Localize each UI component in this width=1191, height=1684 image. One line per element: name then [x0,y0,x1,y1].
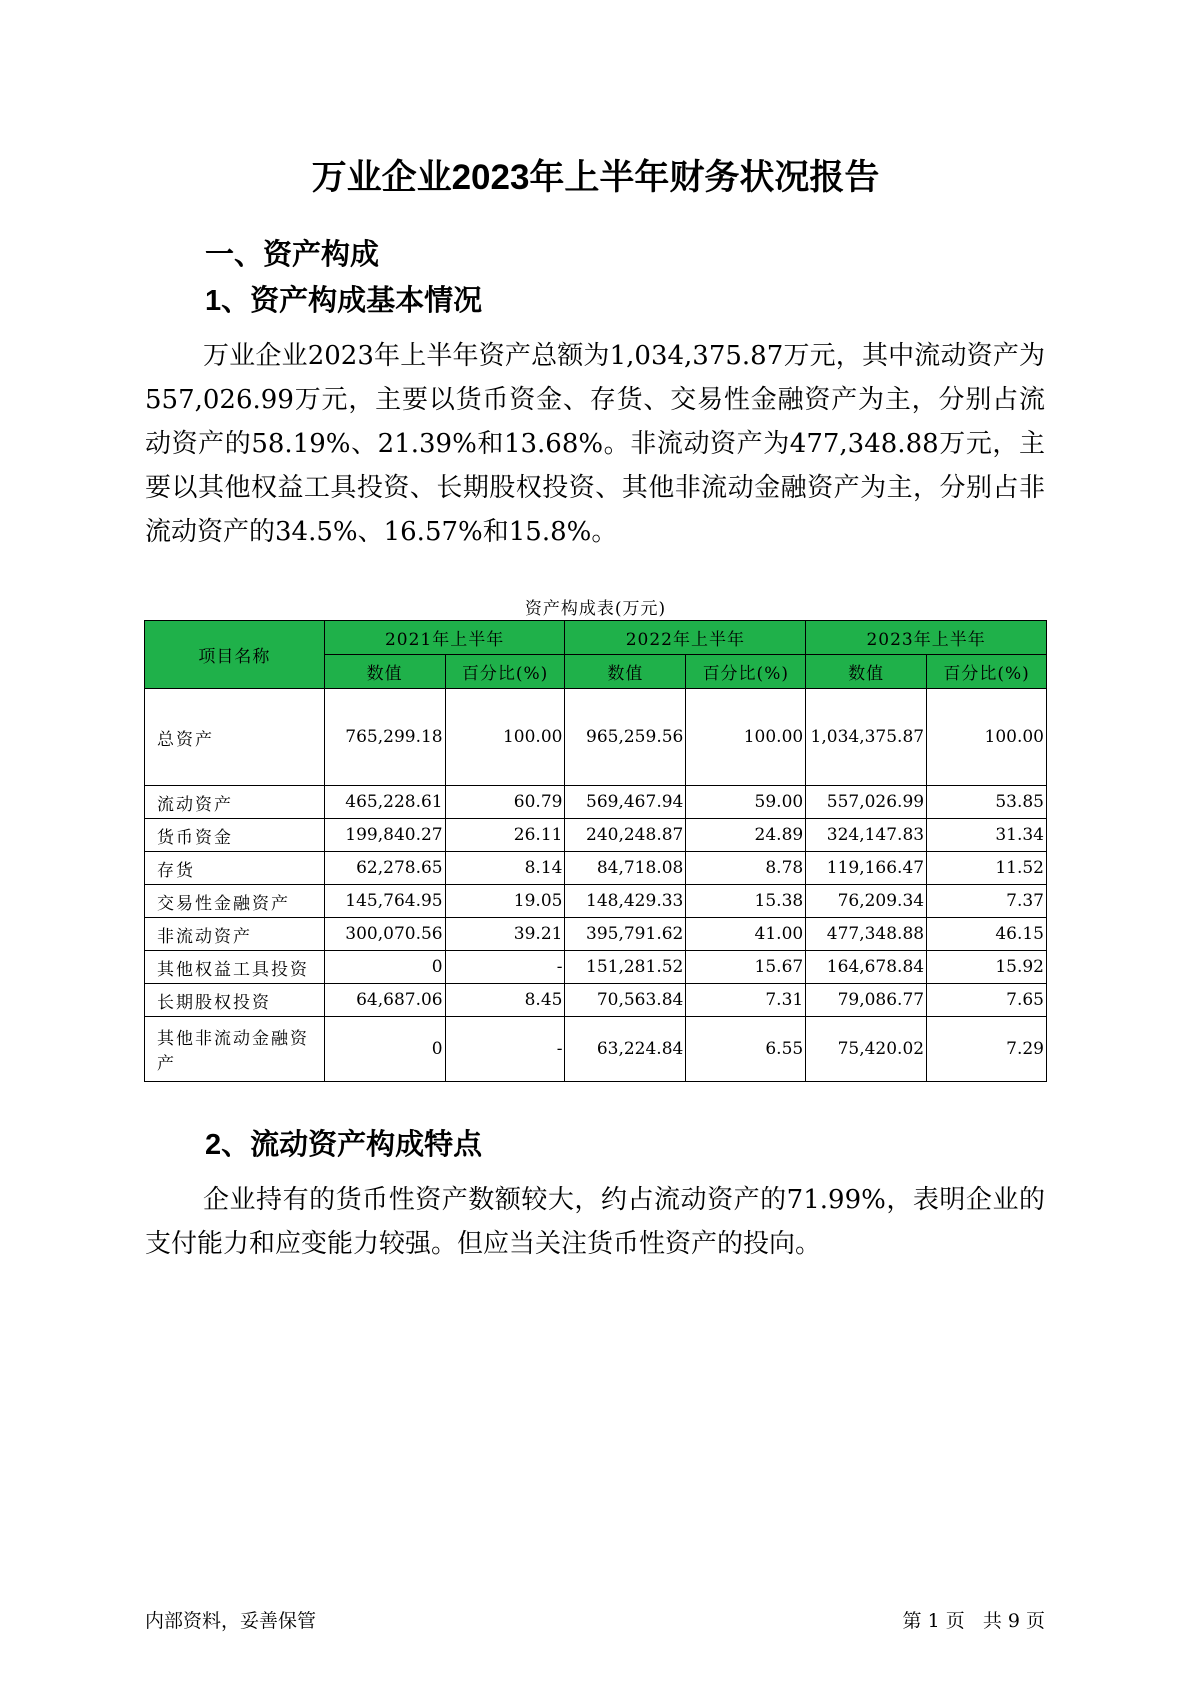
cell-pct-2023: 7.37 [927,885,1047,918]
cell-value-2022: 240,248.87 [565,819,686,852]
cell-value-2022: 148,429.33 [565,885,686,918]
cell-value-2021: 145,764.95 [324,885,445,918]
header-item-name: 项目名称 [145,621,325,689]
cell-value-2023: 477,348.88 [806,918,927,951]
asset-composition-table [144,620,1047,1082]
cell-pct-2021: 8.45 [445,984,565,1017]
cell-value-2021: 765,299.18 [324,689,445,786]
cell-value-2022: 84,718.08 [565,852,686,885]
table-caption: 资产构成表(万元) [524,599,667,619]
header-pct-2023: 百分比(%) [927,655,1047,689]
header-pct-2022: 百分比(%) [686,655,806,689]
cell-pct-2023: 15.92 [927,951,1047,984]
cell-pct-2021: - [445,1017,565,1082]
row-name: 货币资金 [145,819,325,852]
cell-value-2023: 557,026.99 [806,786,927,819]
cell-value-2021: 0 [324,951,445,984]
cell-pct-2021: 39.21 [445,918,565,951]
header-period-2022: 2022年上半年 [565,621,806,655]
cell-pct-2022: 8.78 [686,852,806,885]
cell-pct-2022: 15.67 [686,951,806,984]
footer-confidential-note: 内部资料，妥善保管 [145,1610,317,1632]
header-period-2021: 2021年上半年 [324,621,565,655]
table-row [145,852,1047,885]
row-name: 非流动资产 [145,918,325,951]
cell-pct-2021: 19.05 [445,885,565,918]
cell-value-2021: 465,228.61 [324,786,445,819]
row-name: 长期股权投资 [145,984,325,1017]
cell-value-2022: 63,224.84 [565,1017,686,1082]
cell-pct-2022: 59.00 [686,786,806,819]
cell-value-2022: 70,563.84 [565,984,686,1017]
table-row [145,819,1047,852]
cell-pct-2023: 11.52 [927,852,1047,885]
cell-pct-2023: 7.65 [927,984,1047,1017]
table-row [145,689,1047,786]
cell-value-2023: 164,678.84 [806,951,927,984]
report-title: 万业企业2023年上半年财务状况报告 [311,158,880,197]
header-value-2023: 数值 [806,655,927,689]
subsection-heading-basic-situation: 1、资产构成基本情况 [205,285,483,317]
row-name: 其他非流动金融资产 [145,1017,325,1082]
table-row [145,951,1047,984]
cell-pct-2023: 100.00 [927,689,1047,786]
table-row [145,885,1047,918]
table-row [145,984,1047,1017]
cell-value-2021: 64,687.06 [324,984,445,1017]
table-row [145,786,1047,819]
cell-pct-2021: 8.14 [445,852,565,885]
cell-pct-2021: 60.79 [445,786,565,819]
row-name: 总资产 [145,689,325,786]
subsection-heading-current-assets: 2、流动资产构成特点 [205,1129,483,1161]
cell-value-2021: 62,278.65 [324,852,445,885]
cell-value-2022: 569,467.94 [565,786,686,819]
footer-page-number: 第 1 页 共 9 页 [902,1610,1045,1632]
cell-pct-2023: 46.15 [927,918,1047,951]
cell-value-2022: 395,791.62 [565,918,686,951]
cell-pct-2022: 6.55 [686,1017,806,1082]
table-row [145,1017,1047,1082]
cell-pct-2021: 26.11 [445,819,565,852]
header-pct-2021: 百分比(%) [445,655,565,689]
row-name: 其他权益工具投资 [145,951,325,984]
cell-value-2023: 324,147.83 [806,819,927,852]
cell-pct-2022: 41.00 [686,918,806,951]
paragraph-asset-summary: 万业企业2023年上半年资产总额为1,034,375.87万元，其中流动资产为557,026.99万元，主要以货币资金、存货、交易性金融资产为主，分别占流动资产的58.19%、21.39%和13.68%。非流动资产为477,348.88万元，主要以其他权益工具投资、长期股权投资、其他非流动金融资产为主，分别占非流动资产的34.5%、16.57%和15.8%。 [145,341,1045,547]
row-name: 流动资产 [145,786,325,819]
cell-pct-2023: 31.34 [927,819,1047,852]
cell-value-2023: 1,034,375.87 [806,689,927,786]
header-period-2023: 2023年上半年 [806,621,1047,655]
cell-value-2023: 79,086.77 [806,984,927,1017]
cell-value-2023: 119,166.47 [806,852,927,885]
paragraph-current-assets: 企业持有的货币性资产数额较大，约占流动资产的71.99%，表明企业的支付能力和应变能力较强。但应当关注货币性资产的投向。 [145,1185,1045,1259]
cell-value-2021: 199,840.27 [324,819,445,852]
cell-value-2021: 0 [324,1017,445,1082]
section-heading-asset-composition: 一、资产构成 [205,239,380,271]
cell-pct-2023: 53.85 [927,786,1047,819]
header-value-2021: 数值 [324,655,445,689]
cell-pct-2023: 7.29 [927,1017,1047,1082]
cell-value-2022: 151,281.52 [565,951,686,984]
cell-value-2022: 965,259.56 [565,689,686,786]
table-row [145,918,1047,951]
cell-pct-2021: 100.00 [445,689,565,786]
cell-pct-2022: 24.89 [686,819,806,852]
header-value-2022: 数值 [565,655,686,689]
cell-pct-2022: 15.38 [686,885,806,918]
row-name: 存货 [145,852,325,885]
cell-pct-2022: 7.31 [686,984,806,1017]
cell-pct-2021: - [445,951,565,984]
cell-pct-2022: 100.00 [686,689,806,786]
row-name: 交易性金融资产 [145,885,325,918]
cell-value-2023: 76,209.34 [806,885,927,918]
cell-value-2023: 75,420.02 [806,1017,927,1082]
cell-value-2021: 300,070.56 [324,918,445,951]
